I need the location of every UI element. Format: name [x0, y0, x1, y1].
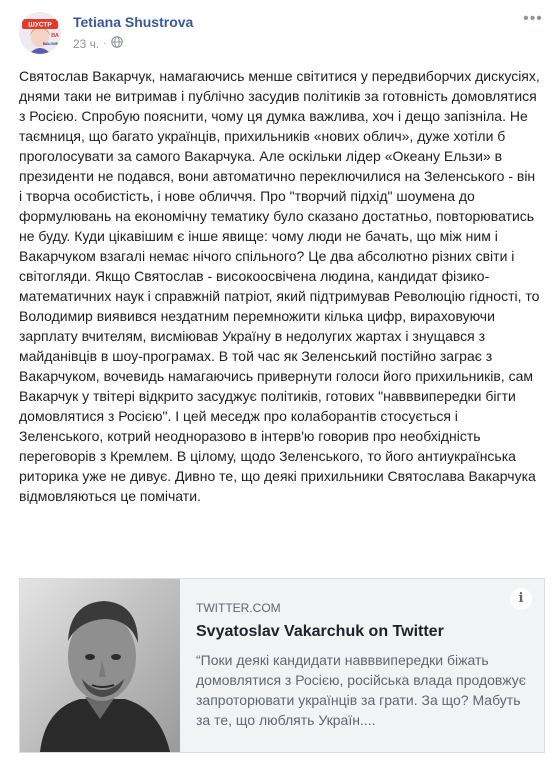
avatar-image [19, 12, 61, 54]
link-preview-card[interactable] [19, 578, 545, 753]
avatar-badge-line-2: ВА [51, 33, 59, 39]
author-name[interactable]: Tetiana Shustrova [73, 14, 194, 30]
post-body-text: Святослав Вакарчук, намагаючись менше світитися у передвиборчих дискусіях, днями таки не витримав і публічно засудив політиків за готовність домовлятися з Росією. Спробую пояснити, чому ця думка важлива, хоч і дещо запізніла. Не таємниця, що багато українців, прихильників «нових облич», дуже хотіли б проголосувати за самого Вакарчука. Але оскільки лідер «Океану Ельзи» в президенти не подався, вони автоматично переключилися на Зеленського - він і творча особистість, і нове обличчя. Про "творчий підхід" шоумена до формулювань на економічну тематику було сказано достатньо, повторюватись не буду. Куди цікавішим є інше явище: чому люди не бачать, що між ним і Вакарчуком взагалі немає нічого спільного? Це два абсолютно різних світи і світогляди. Якщо Святослав - високоосвічена людина, кандидат фізико-математичних наук і справжній патріот, який підтримував Революцію гідності, то Володимир виявився нездатним перемножити кілька цифр, вираховуючи зарплату вчителям, висміював Україну в недолугих жартах і знущався з майданівців в шоу-програмах. В той час як Зеленський постійно заграє з Вакарчуком, вочевидь намагаючись привернути голоси його прихильників, сам Вакарчук у твітері відкрито засуджує політиків, готових "навввипередки бігти домовлятися з Росією". І цей меседж про колаборантів стосується і Зеленського, котрий неодноразово в інтерв'ю говорив про необхідність переговорів з Кремлем. В цілому, щодо Зеленського, то його антиукраїнська риторика уже не дивує. Дивно те, що деякі прихильники Святослава Вакарчука відмовляються це помічати. [19, 68, 540, 504]
author-avatar[interactable] [19, 12, 61, 54]
post-meta [73, 36, 123, 51]
link-preview-image [20, 579, 180, 752]
avatar-badge-line-3: ВАШ ВИБІР [42, 42, 61, 46]
link-title[interactable]: Svyatoslav Vakarchuk on Twitter [196, 623, 444, 640]
link-description: “Поки деякі кандидати навввипередки біжать домовлятися з Росією, російська влада продовжує запроторювати українців за грати. За що? Мабуть за те, що люблять Україн.... [196, 652, 526, 728]
globe-icon[interactable] [111, 36, 123, 51]
post-timestamp[interactable]: 23 ч. [73, 36, 100, 51]
more-options-button[interactable] [520, 10, 546, 30]
link-preview-info [196, 591, 526, 730]
more-dots-icon: ••• [523, 10, 543, 27]
info-icon[interactable]: i [510, 588, 532, 610]
avatar-badge-line-1: ШУСТР [28, 21, 52, 29]
meta-separator: · [103, 38, 107, 49]
link-domain: TWITTER.COM [196, 601, 281, 615]
